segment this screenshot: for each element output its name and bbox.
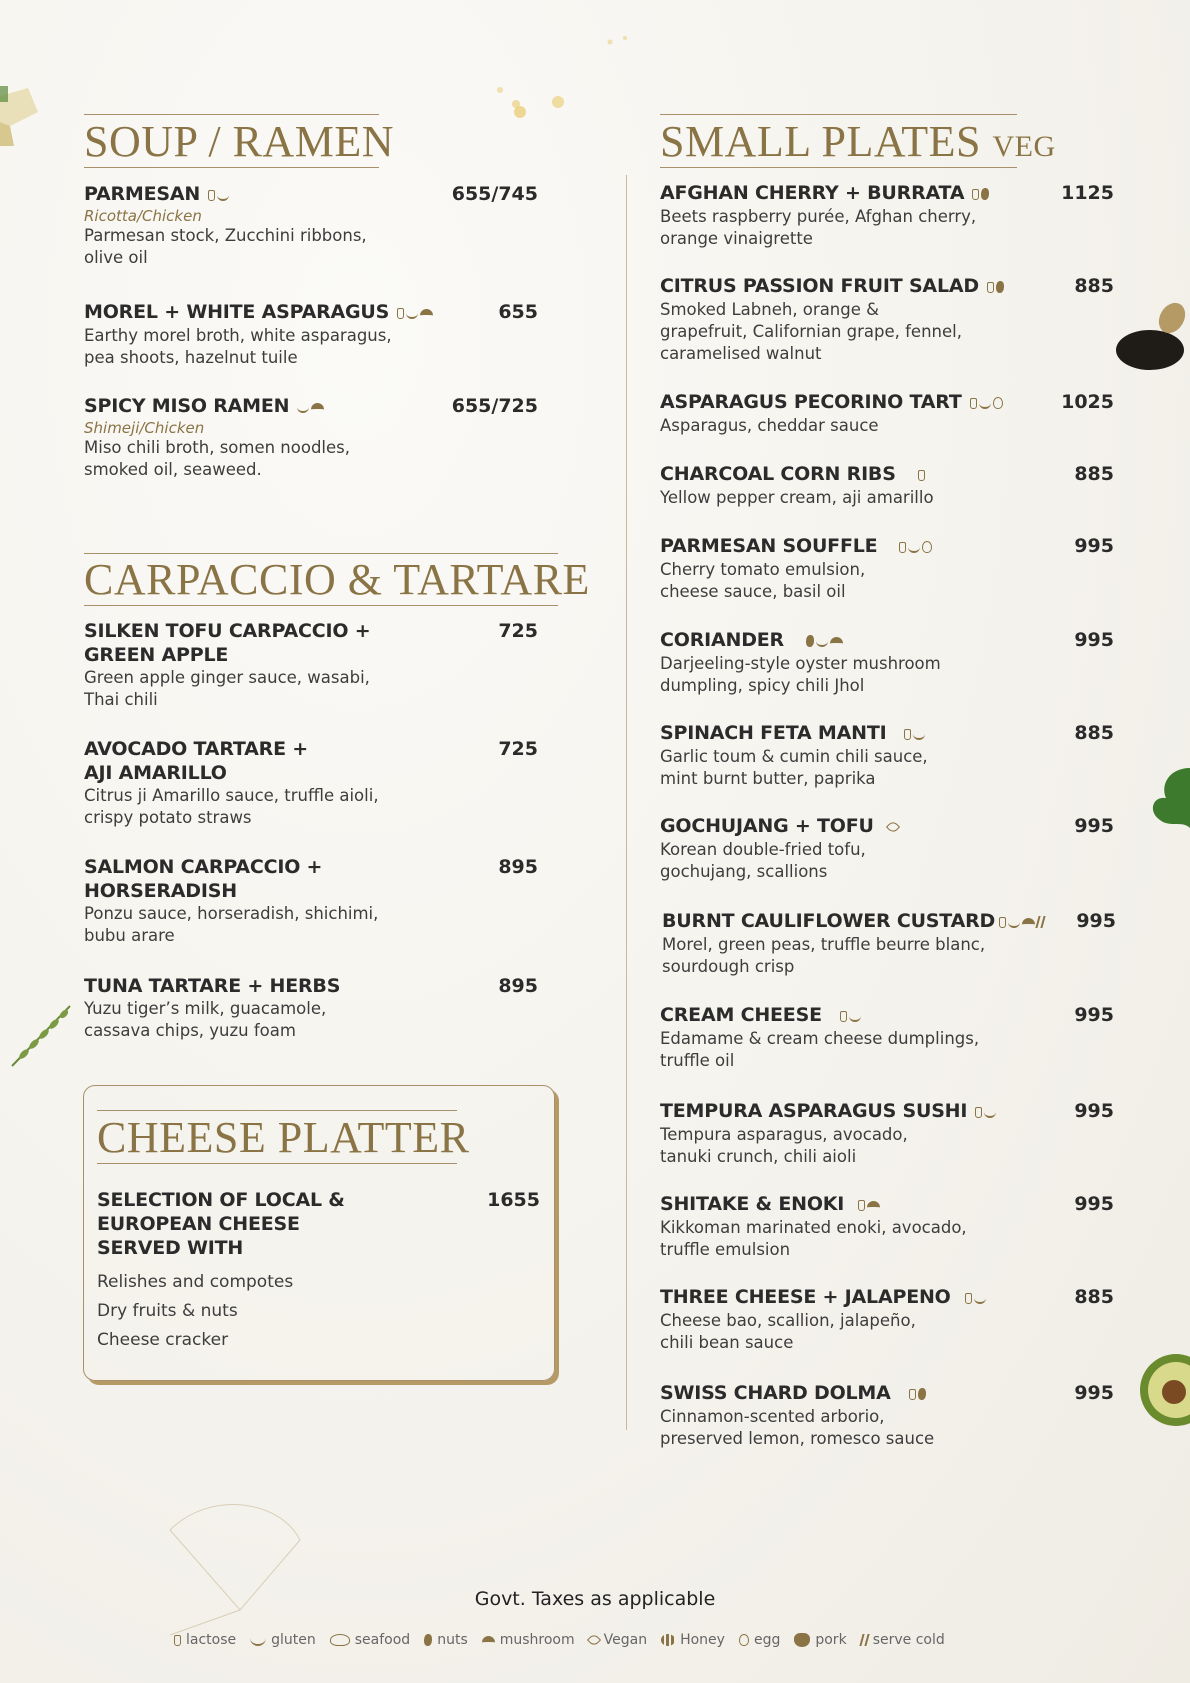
cheese-cube-decoration	[0, 86, 40, 148]
vegan-icon	[886, 820, 900, 834]
item-price: 885	[1074, 463, 1114, 485]
taxes-note: Govt. Taxes as applicable	[474, 1588, 716, 1610]
item-description: tanuki crunch, chili aioli	[660, 1146, 857, 1166]
item-name: SWISS CHARD DOLMA	[660, 1382, 891, 1404]
carpaccio-section-title: CARPACCIO & TARTARE	[84, 555, 590, 604]
legend-seafood	[330, 1632, 410, 1648]
item-description: Cherry tomato emulsion,	[660, 559, 866, 579]
item-name: SPINACH FETA MANTI	[660, 722, 887, 744]
item-name: AJI AMARILLO	[84, 762, 227, 784]
menu-item-citrus-passion-fruit-salad	[660, 274, 1060, 365]
item-price: 725	[498, 620, 538, 642]
item-description: pea shoots, hazelnut tuile	[84, 347, 298, 367]
item-price: 995	[1074, 1193, 1114, 1215]
item-name: CREAM CHEESE	[660, 1004, 822, 1026]
dietary-icons	[909, 1382, 928, 1406]
item-name: TEMPURA ASPARAGUS SUSHI	[660, 1100, 968, 1122]
item-name: SERVED WITH	[97, 1237, 244, 1259]
item-name: AFGHAN CHERRY + BURRATA	[660, 182, 965, 204]
menu-item-parmesan-souffle	[660, 534, 1060, 603]
item-name: PARMESAN SOUFFLE	[660, 535, 878, 557]
cheese-section-title: CHEESE PLATTER	[97, 1113, 470, 1162]
gold-splatter-decoration	[480, 20, 680, 130]
item-price: 895	[498, 975, 538, 997]
lactose-icon	[965, 1293, 972, 1304]
menu-item-spicy-miso-ramen	[84, 394, 424, 481]
item-description: Yuzu tiger’s milk, guacamole,	[84, 999, 327, 1018]
cheese-platter-item	[97, 1188, 397, 1260]
small-plates-section-title	[660, 117, 1056, 166]
item-description: smoked oil, seaweed.	[84, 459, 262, 479]
item-name: ASPARAGUS PECORINO TART	[660, 391, 962, 413]
item-name: MOREL + WHITE ASPARAGUS	[84, 301, 390, 323]
dietary-icons	[975, 1100, 998, 1124]
item-description: orange vinaigrette	[660, 228, 813, 248]
gluten-icon	[250, 1635, 266, 1646]
lactose-icon	[208, 190, 215, 201]
item-description: Beets raspberry purée, Afghan cherry,	[660, 206, 977, 226]
cheese-title-rule-top	[97, 1110, 457, 1111]
dietary-icons	[965, 1286, 988, 1310]
item-name: CHARCOAL CORN RIBS	[660, 463, 896, 485]
legend-label: pork	[815, 1632, 847, 1648]
legend-label: nuts	[437, 1632, 468, 1648]
item-variant: Shimeji/Chicken	[84, 418, 205, 437]
coriander-leaf-decoration	[1142, 758, 1190, 844]
item-name: BURNT CAULIFLOWER CUSTARD	[662, 910, 996, 932]
item-description: preserved lemon, romesco sauce	[660, 1428, 935, 1448]
item-description: olive oil	[84, 247, 148, 267]
lactose-icon	[975, 1107, 982, 1118]
item-name: SILKEN TOFU CARPACCIO +	[84, 620, 371, 642]
legend-serve-cold	[861, 1632, 945, 1648]
item-price: 995	[1074, 1100, 1114, 1122]
gluten-icon	[984, 1107, 996, 1118]
item-name: PARMESAN	[84, 183, 201, 205]
egg-icon	[922, 541, 932, 553]
item-price: 885	[1074, 275, 1114, 297]
item-price: 1125	[1061, 182, 1114, 204]
lactose-icon	[987, 282, 994, 293]
item-variant: Ricotta/Chicken	[84, 206, 202, 225]
legend-label: Vegan	[603, 1632, 648, 1648]
item-price: 655	[498, 301, 538, 323]
vegan-icon	[587, 1633, 601, 1647]
item-description: Darjeeling-style oyster mushroom	[660, 653, 941, 673]
lactose-icon	[397, 308, 404, 319]
item-price: 885	[1074, 722, 1114, 744]
item-description: Tempura asparagus, avocado,	[660, 1124, 908, 1144]
gluten-icon	[913, 729, 925, 740]
menu-item-three-cheese-jalapeno	[660, 1285, 1060, 1354]
mushroom-icon	[830, 637, 843, 645]
menu-item-spinach-feta-manti	[660, 721, 1060, 790]
dietary-icons	[987, 275, 1006, 299]
nuts-icon	[918, 1388, 926, 1400]
nuts-icon	[996, 281, 1004, 293]
list-item: Relishes and compotes	[97, 1272, 294, 1292]
legend-egg	[739, 1632, 780, 1648]
honey-bee-icon	[661, 1634, 675, 1646]
item-name: GOCHUJANG + TOFU	[660, 815, 874, 837]
item-price: 725	[498, 738, 538, 760]
item-description: cassava chips, yuzu foam	[84, 1021, 296, 1040]
soup-title-rule-bottom	[84, 167, 379, 168]
item-description: Cinnamon-scented arborio,	[660, 1406, 885, 1426]
item-name: SPICY MISO RAMEN	[84, 395, 290, 417]
carpaccio-title-rule-top	[84, 553, 558, 554]
gluten-icon	[974, 1293, 986, 1304]
item-name: TUNA TARTARE + HERBS	[84, 975, 341, 997]
dietary-icons	[888, 815, 900, 839]
gluten-icon	[849, 1011, 861, 1022]
legend-label: seafood	[354, 1632, 411, 1648]
gluten-icon	[217, 190, 229, 201]
lactose-icon	[840, 1011, 847, 1022]
item-price: 995	[1074, 535, 1114, 557]
legend-label: mushroom	[499, 1632, 575, 1648]
cheese-accompaniments-list	[97, 1268, 397, 1355]
item-description: Miso chili broth, somen noodles,	[84, 437, 351, 457]
small-plates-title-rule-top	[660, 114, 1017, 115]
item-name: SALMON CARPACCIO +	[84, 856, 323, 878]
item-name: SELECTION OF LOCAL &	[97, 1189, 345, 1211]
dietary-icons	[806, 629, 845, 653]
item-description: truffle emulsion	[660, 1239, 791, 1259]
item-price: 1655	[487, 1189, 540, 1211]
nuts-icon	[424, 1634, 432, 1646]
legend-label: serve cold	[872, 1632, 945, 1648]
legend-label: gluten	[271, 1632, 316, 1648]
legend-lactose	[174, 1632, 236, 1648]
menu-item-parmesan	[84, 182, 424, 269]
item-description: dumpling, spicy chili Jhol	[660, 675, 865, 695]
legend-label: Honey	[680, 1632, 725, 1648]
item-description: chili bean sauce	[660, 1332, 794, 1352]
item-price: 895	[498, 856, 538, 878]
egg-icon	[739, 1634, 749, 1646]
lactose-icon	[904, 729, 911, 740]
ginkgo-leaf-outline-decoration	[150, 1490, 310, 1640]
lactose-icon	[858, 1200, 865, 1211]
item-description: truffle oil	[660, 1050, 735, 1070]
mushroom-icon	[311, 403, 324, 411]
small-plates-title-text: SMALL PLATES	[660, 117, 981, 166]
item-price: 885	[1074, 1286, 1114, 1308]
item-name: GREEN APPLE	[84, 644, 229, 666]
item-description: Asparagus, cheddar sauce	[660, 415, 879, 435]
menu-item-asparagus-pecorino-tart	[660, 390, 1060, 437]
gluten-icon	[406, 308, 418, 319]
small-plates-title-sub: VEG	[992, 130, 1056, 163]
legend-vegan	[589, 1632, 647, 1648]
item-description: Morel, green peas, truffle beurre blanc,	[662, 934, 986, 954]
serve-cold-icon	[859, 1634, 869, 1646]
legend-label: lactose	[186, 1632, 237, 1648]
item-description: gochujang, scallions	[660, 861, 828, 881]
dietary-icons	[899, 535, 934, 559]
black-pepper-decoration	[1110, 298, 1190, 378]
menu-item-gochujang-tofu	[660, 814, 1060, 883]
item-description: Yellow pepper cream, aji amarillo	[660, 487, 934, 507]
item-description: Green apple ginger sauce, wasabi,	[84, 668, 370, 687]
item-description: Kikkoman marinated enoki, avocado,	[660, 1217, 967, 1237]
mushroom-icon	[867, 1201, 880, 1209]
item-description: caramelised walnut	[660, 343, 822, 363]
menu-item-tuna-tartare	[84, 974, 424, 1042]
gluten-icon	[816, 636, 828, 647]
dietary-icons	[840, 1004, 863, 1028]
cheese-title-rule-bottom	[97, 1163, 457, 1164]
item-price: 1025	[1061, 391, 1114, 413]
gluten-icon	[297, 402, 309, 413]
dietary-legend	[174, 1632, 945, 1648]
item-description: mint burnt butter, paprika	[660, 768, 876, 788]
lactose-icon	[972, 189, 979, 200]
item-name: AVOCADO TARTARE +	[84, 738, 309, 760]
item-description: Thai chili	[84, 690, 158, 709]
legend-pork	[794, 1632, 846, 1648]
dietary-icons	[918, 463, 927, 487]
dietary-icons	[858, 1193, 882, 1217]
egg-icon	[993, 397, 1003, 409]
nuts-icon	[981, 188, 989, 200]
menu-item-silken-tofu-carpaccio	[84, 619, 424, 711]
legend-honey	[661, 1632, 725, 1648]
item-description: Garlic toum & cumin chili sauce,	[660, 746, 928, 766]
thyme-sprig-decoration	[8, 1000, 78, 1070]
menu-item-tempura-asparagus-sushi	[660, 1099, 1060, 1168]
column-divider	[626, 175, 627, 1430]
item-price: 655/725	[451, 395, 538, 417]
item-price: 995	[1076, 910, 1116, 932]
dietary-icons	[972, 182, 991, 206]
item-price: 995	[1074, 815, 1114, 837]
menu-item-salmon-carpaccio	[84, 855, 424, 947]
list-item: Cheese cracker	[97, 1330, 229, 1350]
item-name: CITRUS PASSION FRUIT SALAD	[660, 275, 979, 297]
item-name: HORSERADISH	[84, 880, 237, 902]
menu-item-charcoal-corn-ribs	[660, 462, 1060, 509]
avocado-decoration	[1136, 1346, 1190, 1432]
gluten-icon	[908, 542, 920, 553]
item-name: CORIANDER	[660, 629, 784, 651]
lactose-icon	[899, 542, 906, 553]
item-price: 655/745	[451, 183, 538, 205]
item-description: bubu arare	[84, 926, 175, 945]
item-description: Parmesan stock, Zucchini ribbons,	[84, 225, 367, 245]
item-name: SHITAKE & ENOKI	[660, 1193, 845, 1215]
item-price: 995	[1074, 1004, 1114, 1026]
item-name: EUROPEAN CHEESE	[97, 1213, 300, 1235]
dietary-icons	[970, 391, 1005, 415]
soup-section-title: SOUP / RAMEN	[84, 117, 394, 166]
list-item: Dry fruits & nuts	[97, 1301, 238, 1321]
legend-gluten	[250, 1632, 316, 1648]
lactose-icon	[174, 1635, 181, 1646]
item-price: 995	[1074, 629, 1114, 651]
lactose-icon	[909, 1389, 916, 1400]
pork-icon	[794, 1633, 810, 1647]
lactose-icon	[970, 398, 977, 409]
menu-item-avocado-tartare	[84, 737, 424, 829]
lactose-icon	[999, 917, 1006, 928]
item-description: Korean double-fried tofu,	[660, 839, 866, 859]
menu-item-afghan-cherry-burrata	[660, 181, 1060, 250]
menu-item-cream-cheese	[660, 1003, 1060, 1072]
menu-item-swiss-chard-dolma	[660, 1381, 1060, 1450]
dietary-icons	[297, 395, 326, 419]
menu-item-shitake-enoki	[660, 1192, 1060, 1261]
lactose-icon	[918, 470, 925, 481]
soup-title-rule-top	[84, 114, 379, 115]
item-name: THREE CHEESE + JALAPENO	[660, 1286, 951, 1308]
mushroom-icon	[482, 1636, 495, 1644]
legend-label: egg	[753, 1632, 781, 1648]
legend-nuts	[424, 1632, 468, 1648]
item-description: sourdough crisp	[662, 956, 795, 976]
item-description: Earthy morel broth, white asparagus,	[84, 325, 392, 345]
carpaccio-title-rule-bottom	[84, 605, 558, 606]
item-description: Citrus ji Amarillo sauce, truffle aioli,	[84, 786, 379, 805]
gluten-icon	[979, 398, 991, 409]
item-description: crispy potato straws	[84, 808, 252, 827]
small-plates-title-rule-bottom	[660, 167, 1017, 168]
dietary-icons	[208, 183, 231, 207]
item-price: 995	[1074, 1382, 1114, 1404]
item-description: cheese sauce, basil oil	[660, 581, 846, 601]
item-description: Ponzu sauce, horseradish, shichimi,	[84, 904, 379, 923]
item-description: Smoked Labneh, orange &	[660, 299, 879, 319]
item-description: Cheese bao, scallion, jalapeño,	[660, 1310, 916, 1330]
menu-item-coriander	[660, 628, 1060, 697]
item-description: grapefruit, Californian grape, fennel,	[660, 321, 962, 341]
nuts-icon	[806, 635, 814, 647]
legend-mushroom	[482, 1632, 575, 1648]
dietary-icons	[904, 722, 927, 746]
item-description: Edamame & cream cheese dumplings,	[660, 1028, 980, 1048]
seafood-icon	[330, 1634, 350, 1646]
